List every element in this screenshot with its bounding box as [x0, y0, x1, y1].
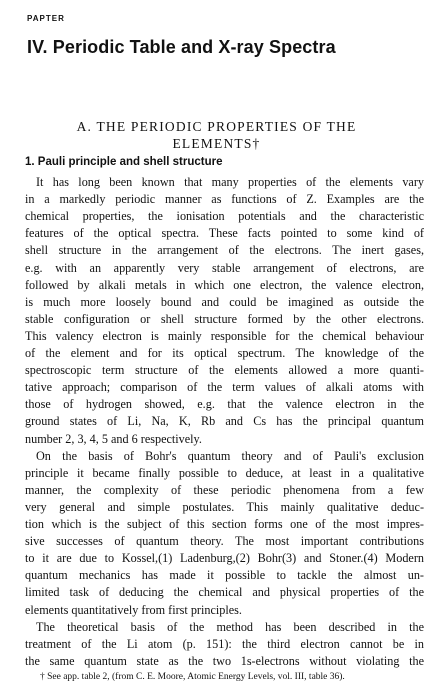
subsection-title: 1. Pauli principle and shell structure — [25, 156, 223, 168]
body-line: followed by alkali metals in which one electron, the valence electron, — [25, 277, 424, 292]
body-line: limited task of deducing the chemical and physical properties of the — [25, 585, 424, 600]
body-line: in a markedly periodic manner as functions of Z. Examples are the — [25, 192, 424, 207]
body-line: ground states of Li, Na, K, Rb and Cs has the principal quantum — [25, 414, 424, 429]
body-line: those of hydrogen showed, e.g. that the valence electron in the — [25, 397, 424, 412]
body-line: tative approach; comparison of the term values of alkali atoms with — [25, 380, 424, 395]
body-line: principle it became finally possible to deduce, at least in a qualitative — [25, 465, 424, 480]
chapter-label: PAPTER — [27, 14, 65, 23]
body-line: very general and simple postulates. This mainly qualitative deduc- — [25, 499, 424, 514]
body-line: the same quantum state as the two 1s-electrons without violating the — [25, 653, 424, 668]
section-title-line-2: ELEMENTS† — [172, 136, 261, 151]
body-line: quantum mechanics has made it possible to tackle the almost un- — [25, 568, 424, 583]
footnote: † See app. table 2, (from C. E. Moore, Atomic Energy Levels, vol. III, table 36). — [40, 672, 345, 682]
body-line: manner, the complexity of these periodic phenomena from a few — [25, 482, 424, 497]
body-line: On the basis of Bohr's quantum theory and of Pauli's exclusion — [36, 448, 424, 463]
body-line: It has long been known that many properties of the elements vary — [36, 175, 424, 189]
body-line: shell structure in the arrangement of the electrons. The inert gases, — [25, 243, 424, 258]
body-line: number 2, 3, 4, 5 and 6 respectively. — [25, 431, 202, 446]
body-line: to it are due to Kossel,(1) Ladenburg,(2) Bohr(3) and Stoner.(4) Modern — [25, 551, 424, 566]
body-line: stable configuration or shell structure formed by the other electrons. — [25, 311, 424, 326]
chapter-title: IV. Periodic Table and X-ray Spectra — [27, 37, 336, 57]
body-line: e.g. with an apparently very stable arrangement of electrons, are — [25, 260, 424, 275]
section-title-line-1: A. THE PERIODIC PROPERTIES OF THE — [76, 119, 357, 134]
body-line: The theoretical basis of the method has been described in the — [36, 619, 424, 634]
body-line: elements quantitatively from first principles. — [25, 602, 242, 617]
body-line: spectroscopic term structure of the elements allowed a more quanti- — [25, 363, 424, 378]
body-line: This valency electron is mainly responsible for the chemical behaviour — [25, 328, 424, 343]
body-line: is much more loosely bound and could be imagined as outside the — [25, 294, 424, 309]
body-line: features of the optical spectra. These facts pointed to some kind of — [25, 226, 424, 241]
body-line: of the element and for its optical spectrum. The knowledge of the — [25, 346, 424, 360]
body-line: tion which is the subject of this section forms one of the most impres- — [25, 517, 424, 531]
body-line: chemical properties, the ionisation potentials and the characteristic — [25, 209, 424, 224]
body-line: treatment of the Li atom (p. 151): the third electron cannot be in — [25, 636, 424, 651]
body-line: sive successes of quantum theory. The most important contributions — [25, 534, 424, 549]
section-title — [0, 118, 433, 152]
